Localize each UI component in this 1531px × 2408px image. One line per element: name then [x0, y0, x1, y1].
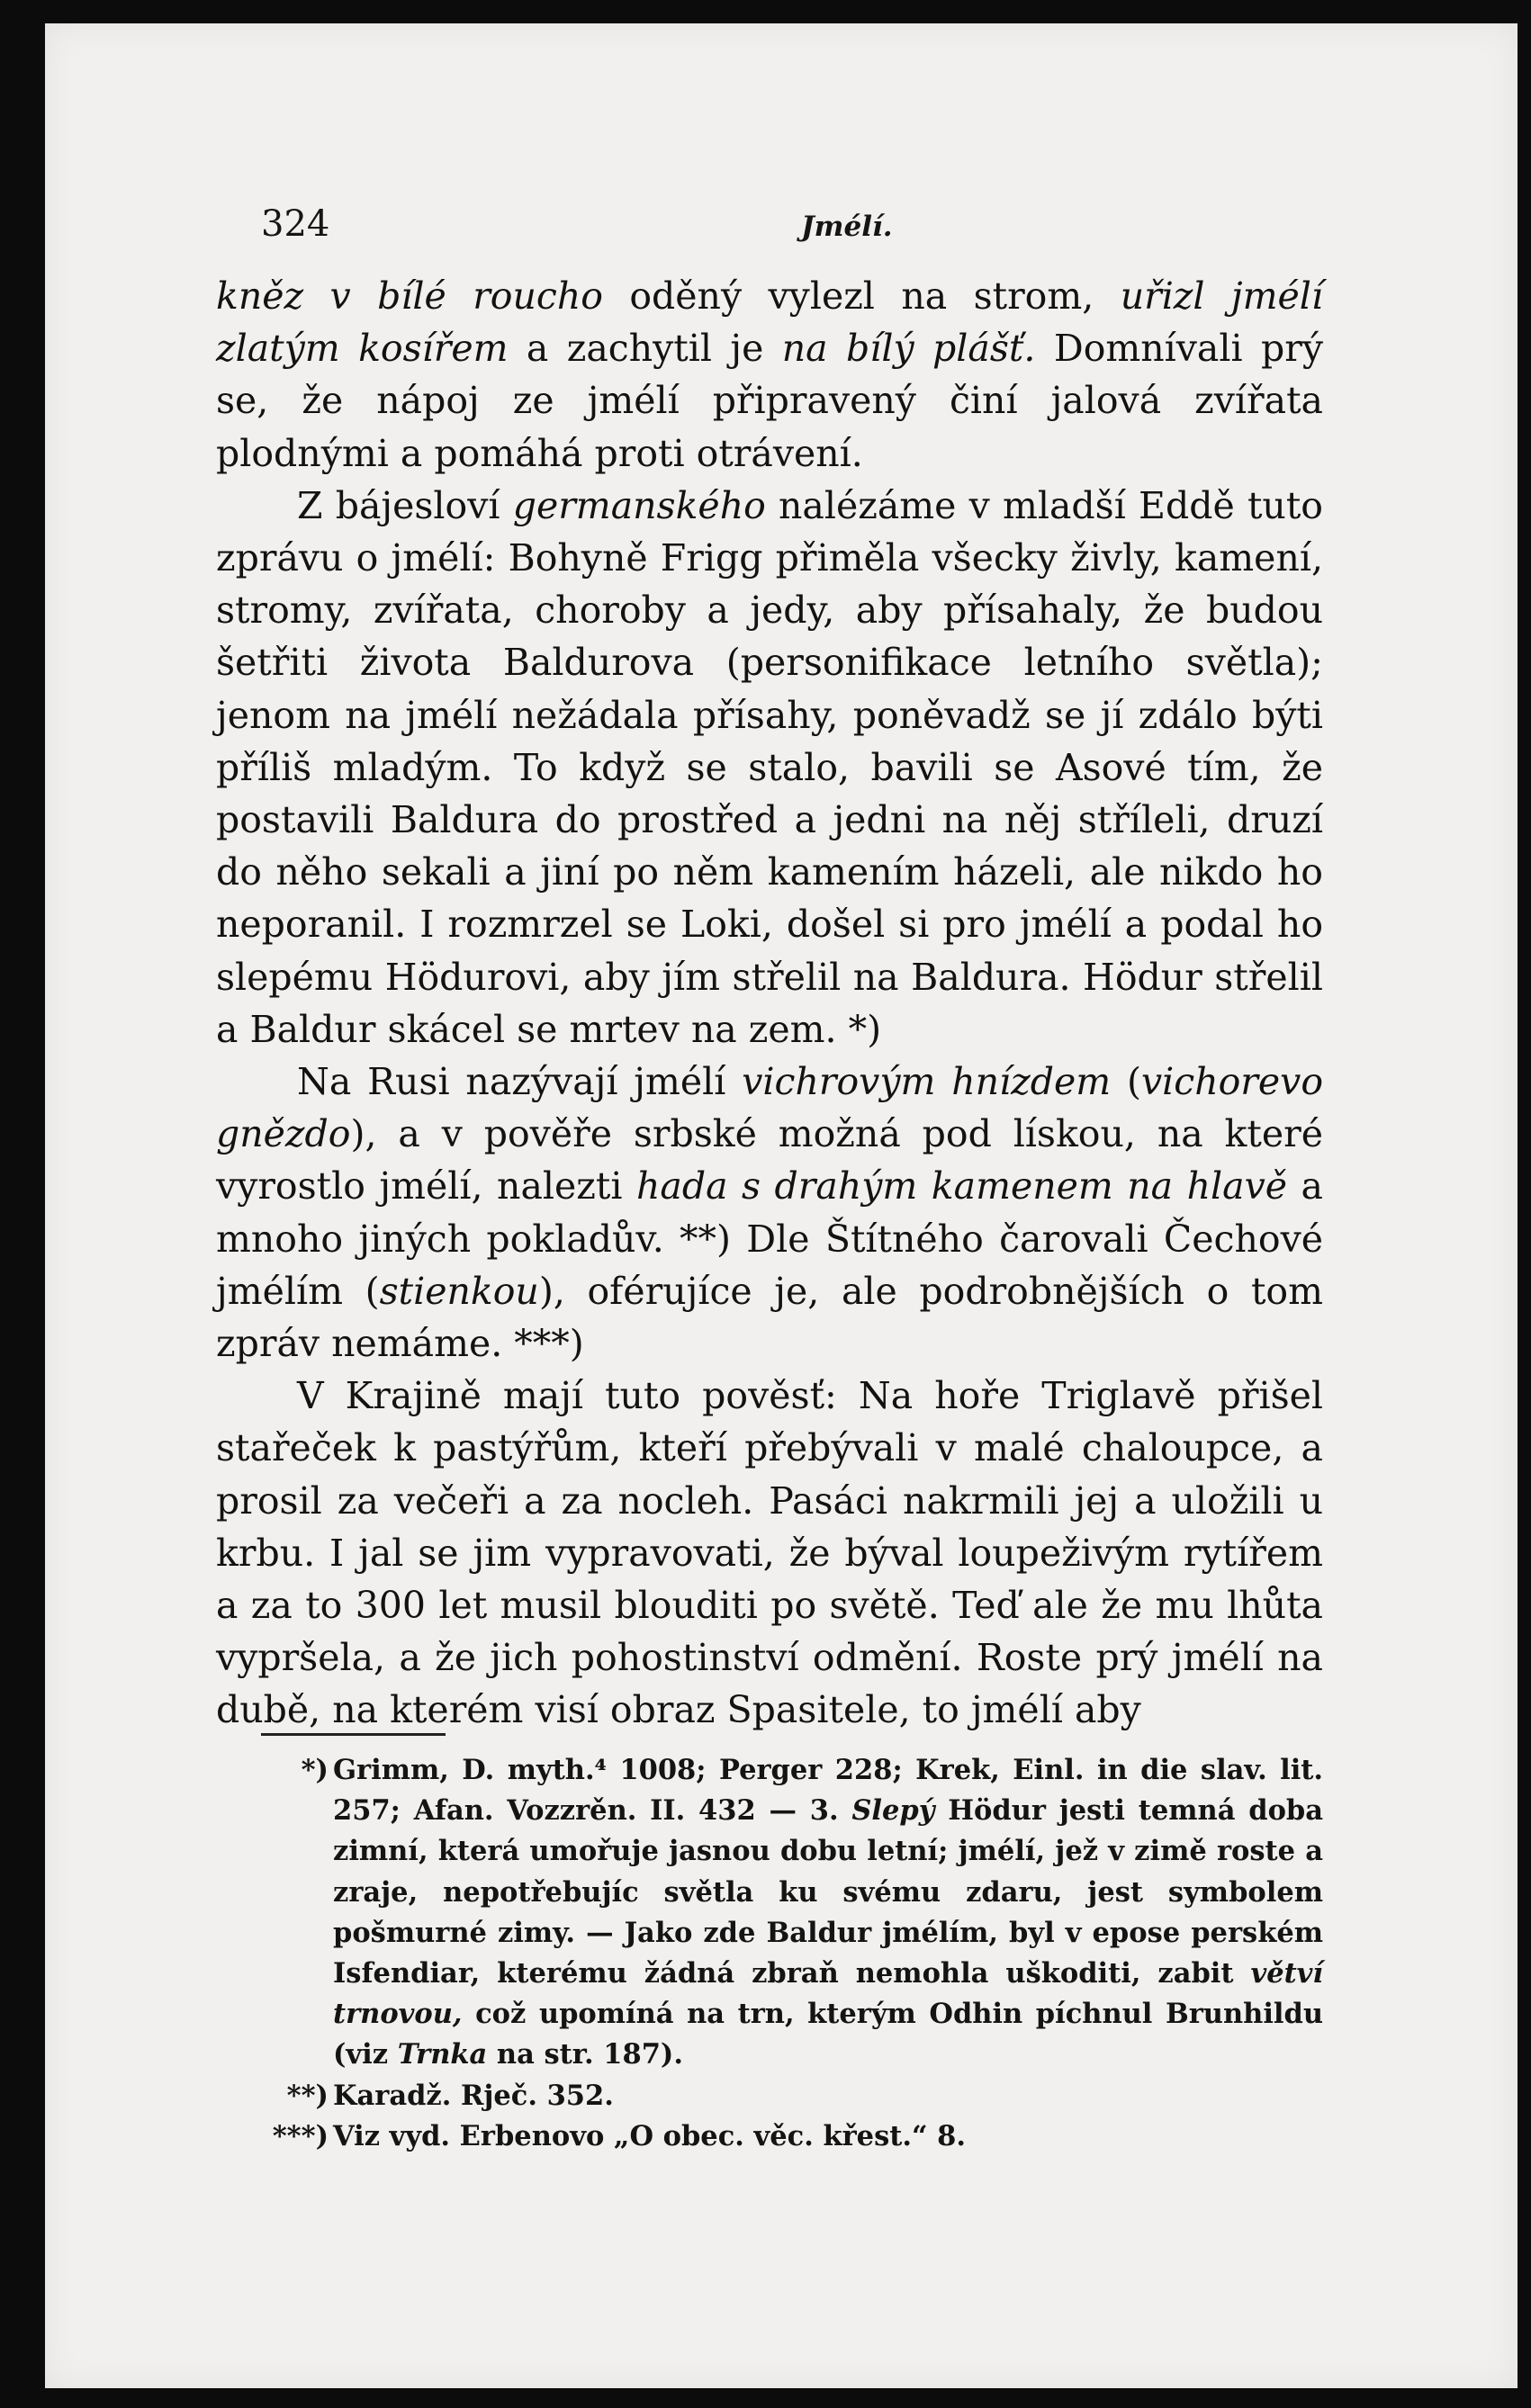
text-span: ), oférujíce je, ale podrobnějších o tom zpráv nemáme. ***): [216, 1269, 1323, 1366]
text-span: Hödur jesti temná doba zimní, která umořuje jasnou dobu letní; jmélí, jež v zimě roste a zraje, nepotřebujíc světla ku svému zdaru, jest symbolem pošmurné zimy. — Jako zde Baldur jmélím, byl v epose perském Isfendiar, kterému žádná zbraň nemohla uškoditi, zabit: [333, 1794, 1323, 1990]
footnote-text: Viz vyd. Erbenovo „O obec. věc. křest.“ 8.: [333, 2119, 966, 2152]
text-span: Slepý: [851, 1794, 935, 1828]
page-header: [261, 203, 1368, 257]
text-span: V Krajině mají tuto pověsť: Na hoře Triglavě přišel stařeček k pastýřům, kteří přebývali v malé chaloupce, a prosil za večeři a za nocleh. Pasáci nakrmili jej a uložili u krbu. I jal se jim vypravovati, že býval loupeživým rytířem a za to 300 let musil blouditi po světě. Teď ale že mu lhůta vypršela, a že jich pohostinství odmění. Roste prý jmélí na dubě, na kterém visí obraz Spasitele, to jmélí aby: [216, 1374, 1323, 1732]
text-span: na bílý plášť.: [781, 327, 1036, 371]
text-span: germanského: [512, 483, 766, 527]
text-span: Grimm, D. myth.⁴ 1008; Perger 228; Krek, Einl. in die slav. lit. 257; Afan. Vozzrěn. II. 432 — 3.: [333, 1754, 1323, 1828]
text-span: Trnka: [397, 2038, 488, 2071]
text-span: Domnívali prý se, že nápoj ze jmélí připravený činí jalová zvířata plodnými a pomáhá proti otrávení.: [216, 327, 1324, 475]
text-span: což upomíná na trn, kterým Odhin píchnul Brunhildu (viz: [333, 1998, 1323, 2071]
paragraph: [216, 1056, 1323, 1370]
text-span: (: [1111, 1060, 1141, 1104]
footnote: [261, 1750, 1323, 2076]
footnote-mark: ***): [272, 2119, 329, 2152]
text-span: větví trnovou,: [333, 1957, 1323, 2031]
paragraph: [216, 1370, 1323, 1736]
text-span: stienkou: [379, 1269, 539, 1313]
text-span: oděný vylezl na strom,: [602, 274, 1121, 318]
page-number: 324: [261, 203, 330, 245]
text-span: nalézáme v mladší Eddě tuto zprávu o jmélí: Bohyně Frigg přiměla všecky živly, kamení, stromy, zvířata, choroby a jedy, aby přísahaly, že budou šetřiti života Baldurova (personifikace letního světla); jenom na jmélí nežádala přísahy, poněvadž se jí zdálo býti příliš mladým. To když se stalo, bavili se Asové tím, že postavili Baldura do prostřed a jedni na něj stříleli, druzí do něho sekali a jiní po něm kamením házeli, ale nikdo ho neporanil. I rozmrzel se Loki, došel si pro jmélí a podal ho slepému Hödurovi, aby jím střelil na Baldura. Hödur střelil a Baldur skácel se mrtev na zem. *): [216, 483, 1323, 1051]
footnote-text: Karadž. Rječ. 352.: [333, 2079, 614, 2112]
footnote-rule: [261, 1733, 446, 1736]
text-span: a zachytil je: [508, 327, 782, 371]
paragraph: [216, 270, 1323, 480]
footnote-mark: **): [286, 2079, 329, 2112]
footnote: [261, 2076, 1323, 2116]
footnote: [261, 2116, 1323, 2157]
text-span: hada s drahým kamenem na hlavě: [635, 1164, 1288, 1208]
text-span: na str. 187).: [487, 2038, 683, 2071]
text-span: Z bájesloví: [297, 483, 513, 527]
text-span: Na Rusi nazývají jmélí: [297, 1060, 743, 1104]
running-title: Jmélí.: [801, 211, 893, 243]
footnote-mark: *): [301, 1754, 329, 1786]
paragraph: [216, 480, 1323, 1056]
text-span: ), a v pověře srbské možná pod lískou, na které vyrostlo jmélí, nalezti: [216, 1112, 1323, 1208]
text-span: kněz v bílé roucho: [216, 274, 603, 318]
footnote-text: [333, 1754, 1323, 2071]
text-span: vichrovým hnízdem: [742, 1060, 1112, 1104]
text-span: uřizl jmélí zlatým kosířem: [216, 274, 1323, 371]
main-text: [216, 270, 1323, 1737]
text-span: a mnoho jiných pokladův. **) Dle Štítného čarovali Čechové jmélím (: [216, 1164, 1323, 1313]
text-span: vichorevo gnězdo: [216, 1060, 1324, 1156]
footnotes: [261, 1750, 1323, 2157]
